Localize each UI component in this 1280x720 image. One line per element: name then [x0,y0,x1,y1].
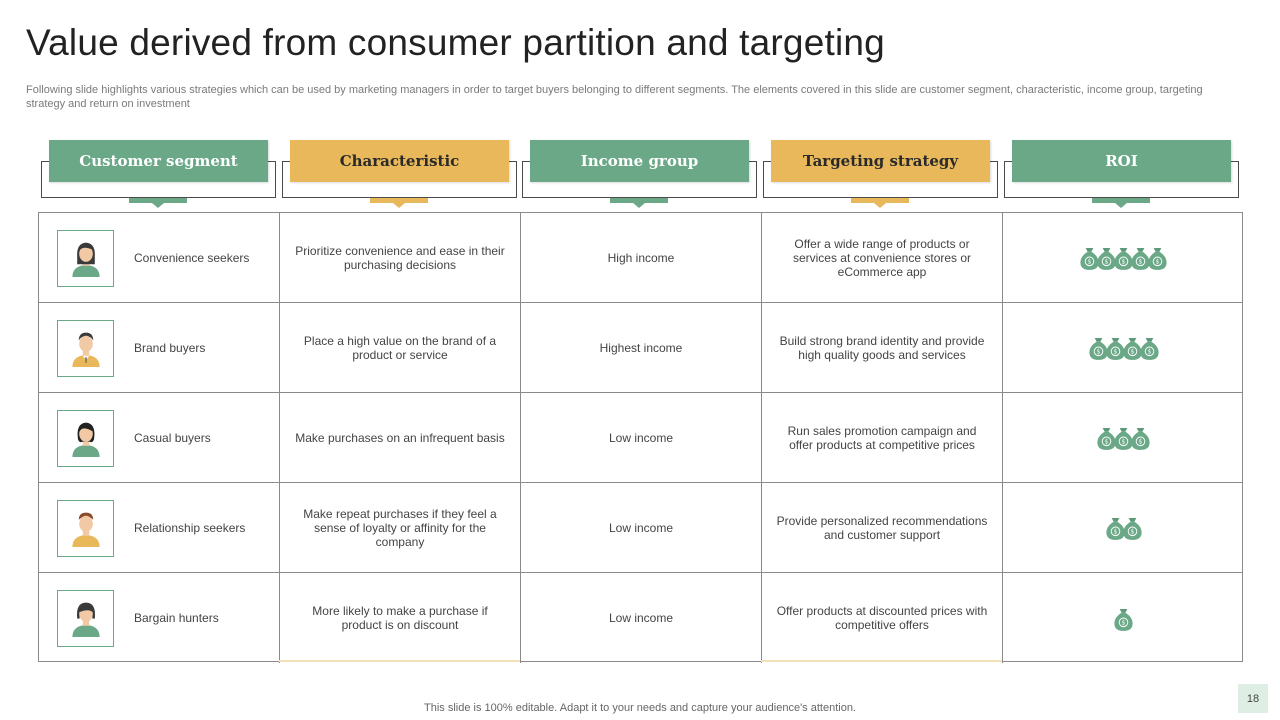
avatar [57,230,114,287]
page-number: 18 [1238,684,1268,713]
svg-text:$: $ [1113,349,1117,356]
segment-cell [39,573,280,663]
characteristic-cell [280,213,521,302]
segment-label: Brand buyers [134,340,206,355]
segment-table [38,212,1243,662]
income-text: Low income [608,611,674,625]
avatar [57,590,114,647]
roi-rating [1088,334,1160,361]
svg-text:$: $ [1121,620,1126,627]
characteristic-text: Prioritize convenience and ease in their purchasing decisions [295,243,505,272]
svg-text:$: $ [1104,259,1109,266]
strategy-cell [762,483,1003,572]
header-pointer [370,198,428,203]
strategy-cell [762,393,1003,482]
roi-rating [1113,605,1134,632]
header-customer-segment [49,140,268,198]
income-cell [521,483,762,572]
characteristic-text: Make purchases on an infrequent basis [295,430,505,445]
header-income-group [530,140,749,198]
svg-text:$: $ [1130,529,1134,536]
segment-label: Relationship seekers [134,520,246,535]
header-pointer [610,198,668,203]
svg-text:$: $ [1087,259,1092,266]
strategy-text: Provide personalized recommendations and customer support [776,513,988,542]
strategy-text: Offer products at discounted prices with competitive offers [776,604,988,632]
svg-text:$: $ [1113,529,1117,536]
income-text: Highest income [599,340,683,355]
segment-cell [39,393,280,482]
avatar [57,410,114,467]
svg-text:$: $ [1155,259,1160,266]
header-label: Income group [530,140,749,182]
table-row [39,213,1242,303]
table-row [39,483,1242,573]
roi-cell [1003,213,1244,302]
page-title: Value derived from consumer partition and targeting [26,22,885,63]
page-subtitle: Following slide highlights various strategies which can be used by marketing managers in order to target buyers belonging to different segments. The elements covered in this slide are customer segment, characteristic, income group, targeting strategy and return on investment [26,84,1203,110]
income-cell [521,303,762,392]
header-characteristic [290,140,509,198]
money-bag-icon [1147,244,1168,271]
avatar [57,320,114,377]
svg-text:$: $ [1104,439,1109,446]
header-pointer [129,198,187,203]
svg-text:$: $ [1147,349,1151,356]
header-targeting-strategy [771,140,990,198]
segment-label: Casual buyers [134,430,211,445]
avatar [57,500,114,557]
strategy-cell [762,573,1003,663]
money-bag-icon [1130,424,1151,451]
header-label: Targeting strategy [771,140,990,182]
man-suit-icon [66,324,106,373]
strategy-text: Run sales promotion campaign and offer products at competitive prices [787,423,977,452]
strategy-cell [762,303,1003,392]
woman-dark-hair-icon [66,414,106,463]
man-short-hair-icon [66,504,106,553]
income-text: Low income [608,430,674,445]
income-cell [521,213,762,302]
money-bag-icon [1113,605,1134,632]
characteristic-text: Make repeat purchases if they feel a sense of loyalty or affinity for the company [303,506,497,549]
header-label: Characteristic [290,140,509,182]
roi-cell [1003,483,1244,572]
svg-text:$: $ [1130,349,1134,356]
svg-text:$: $ [1121,259,1126,266]
strategy-cell [762,213,1003,302]
roi-cell [1003,393,1244,482]
footer-note: This slide is 100% editable. Adapt it to your needs and capture your audience's attention. [424,702,856,714]
roi-rating [1079,244,1168,271]
strategy-text: Offer a wide range of products or services at convenience stores or eCommerce app [792,236,972,279]
header-roi [1012,140,1231,198]
table-row [39,393,1242,483]
segment-cell [39,213,280,302]
table-row [39,573,1242,663]
header-pointer [1092,198,1150,203]
characteristic-cell [280,483,521,572]
segment-label: Convenience seekers [134,250,250,265]
characteristic-cell [280,573,521,663]
column-accent-line [279,660,520,662]
svg-text:$: $ [1096,349,1100,356]
money-bag-icon [1122,514,1143,541]
income-text: Low income [608,520,674,535]
segment-label: Bargain hunters [134,611,219,625]
svg-text:$: $ [1138,259,1143,266]
woman-long-hair-icon [66,234,106,283]
characteristic-cell [280,393,521,482]
segment-cell [39,303,280,392]
header-label: ROI [1012,140,1231,182]
characteristic-text: Place a high value on the brand of a product or service [303,333,497,362]
svg-text:$: $ [1121,439,1126,446]
svg-text:$: $ [1138,439,1143,446]
income-cell [521,573,762,663]
table-row [39,303,1242,393]
header-label: Customer segment [49,140,268,182]
roi-cell [1003,303,1244,392]
income-cell [521,393,762,482]
roi-rating [1096,424,1151,451]
income-text: High income [607,250,675,265]
woman-bob-hair-icon [66,594,106,643]
segment-cell [39,483,280,572]
characteristic-text: More likely to make a purchase if product is on discount [312,604,488,632]
column-accent-line [761,660,1002,662]
roi-cell [1003,573,1244,663]
money-bag-icon [1139,334,1160,361]
strategy-text: Build strong brand identity and provide high quality goods and services [779,333,985,362]
roi-rating [1105,514,1143,541]
header-pointer [851,198,909,203]
characteristic-cell [280,303,521,392]
